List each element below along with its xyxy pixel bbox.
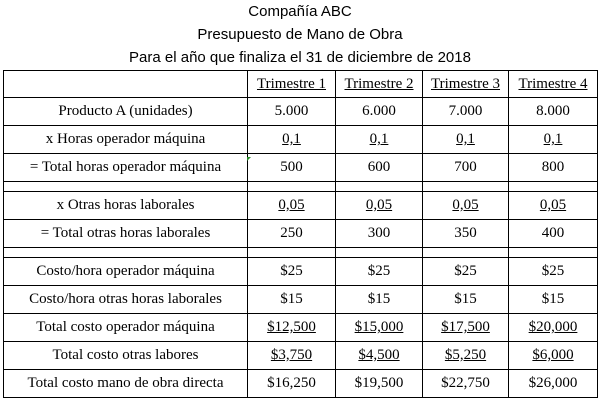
table-cell: $15 [336,286,423,314]
table-cell: $15,000 [336,314,423,342]
table-cell: 500 [248,154,336,182]
row-label: Total costo otras labores [4,342,248,370]
row-label: = Total horas operador máquina [4,154,248,182]
table-row [4,126,598,154]
table-cell: 250 [248,220,336,248]
cell-comment-marker [247,157,251,161]
row-label: x Horas operador máquina [4,126,248,154]
table-cell: $15 [248,286,336,314]
table-cell: $5,250 [423,342,509,370]
table-cell: 7.000 [423,98,509,126]
spacer-row [4,248,598,258]
table-cell: 350 [423,220,509,248]
row-label: Total costo mano de obra directa [4,370,248,398]
column-header-q2: Trimestre 2 [336,71,423,98]
table-row [4,314,598,342]
table-cell: 800 [509,154,598,182]
table-row [4,286,598,314]
row-label: Producto A (unidades) [4,98,248,126]
spacer-row [4,182,598,192]
table-cell: 400 [509,220,598,248]
spacer-cell [423,248,509,258]
table-cell: 300 [336,220,423,248]
table-cell: 600 [336,154,423,182]
table-cell: $15 [423,286,509,314]
table-cell: $12,500 [248,314,336,342]
table-cell: $15 [509,286,598,314]
table-cell: 5.000 [248,98,336,126]
table-cell: 0,1 [423,126,509,154]
labor-budget-table [3,70,598,398]
table-cell: $25 [248,258,336,286]
report-period: Para el año que finaliza el 31 de diciembre de 2018 [129,49,471,66]
table-cell: 0,05 [423,192,509,220]
table-cell: $20,000 [509,314,598,342]
spacer-cell [248,182,336,192]
table-cell: $6,000 [509,342,598,370]
table-row [4,342,598,370]
column-header-q3: Trimestre 3 [423,71,509,98]
table-row [4,370,598,398]
spacer-cell [509,182,598,192]
table-cell: $25 [423,258,509,286]
row-label: x Otras horas laborales [4,192,248,220]
table-cell: 6.000 [336,98,423,126]
row-label: Costo/hora operador máquina [4,258,248,286]
spacer-cell [336,248,423,258]
table-cell: 8.000 [509,98,598,126]
table-cell: $22,750 [423,370,509,398]
table-cell: $4,500 [336,342,423,370]
table-row [4,154,598,182]
table-cell: 0,05 [509,192,598,220]
column-header-q1: Trimestre 1 [248,71,336,98]
row-label: Total costo operador máquina [4,314,248,342]
table-cell: $16,250 [248,370,336,398]
spacer-cell [4,248,248,258]
table-cell: $3,750 [248,342,336,370]
header-corner-cell [4,71,248,98]
table-cell: $19,500 [336,370,423,398]
table-row [4,220,598,248]
company-name: Compañía ABC [248,3,352,20]
table-cell: $26,000 [509,370,598,398]
spacer-cell [336,182,423,192]
spacer-cell [248,248,336,258]
table-cell: 0,05 [248,192,336,220]
table-cell: 0,1 [336,126,423,154]
table-cell: 700 [423,154,509,182]
column-header-q4: Trimestre 4 [509,71,598,98]
spacer-cell [423,182,509,192]
row-label: = Total otras horas laborales [4,220,248,248]
report-title: Presupuesto de Mano de Obra [197,26,403,43]
table-cell: $25 [336,258,423,286]
table-row [4,98,598,126]
table-cell: 0,1 [509,126,598,154]
header-row [4,71,598,98]
table-row [4,192,598,220]
table-cell: 0,05 [336,192,423,220]
spacer-cell [509,248,598,258]
table-cell: $17,500 [423,314,509,342]
table-cell: $25 [509,258,598,286]
table-cell: 0,1 [248,126,336,154]
spacer-cell [4,182,248,192]
table-row [4,258,598,286]
row-label: Costo/hora otras horas laborales [4,286,248,314]
